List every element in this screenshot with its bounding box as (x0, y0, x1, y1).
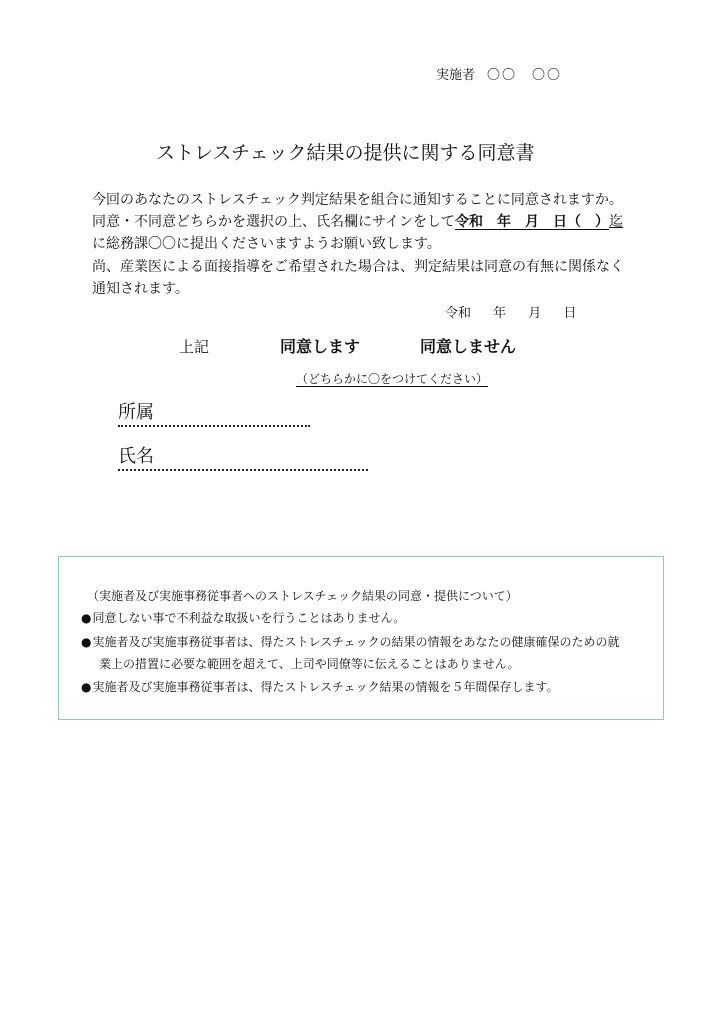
bullet-icon: ● (81, 680, 92, 694)
notice-item-3 (81, 678, 559, 695)
body-line-3: に総務課〇〇に提出くださいますようお願い致します。 (92, 236, 441, 252)
bullet-icon: ● (81, 635, 92, 649)
name-field[interactable] (118, 442, 368, 471)
name-label: 氏名 (118, 442, 368, 471)
body-line-5: 通知されます。 (92, 281, 189, 297)
body-line-1: 今回のあなたのストレスチェック判定結果を組合に通知することに同意されますか。 (92, 192, 623, 208)
body-line-2 (92, 212, 623, 232)
notice-item-2 (81, 633, 620, 650)
above-label: 上記 (179, 338, 210, 356)
implementer-line (436, 64, 562, 83)
affiliation-field[interactable] (118, 398, 310, 427)
body-line-2-text: 同意・不同意どちらかを選択の上、氏名欄にサインをして (92, 214, 456, 230)
document-title: ストレスチェック結果の提供に関する同意書 (156, 142, 535, 164)
signature-date: 令和 年 月 日 (445, 306, 577, 321)
disagree-option[interactable]: 同意しません (420, 337, 517, 356)
implementer-label: 実施者 (436, 68, 476, 83)
notice-item-text: 実施者及び実施事務従事者は、得たストレスチェック結果の情報を５年間保存します。 (92, 680, 559, 694)
bullet-icon: ● (81, 611, 92, 625)
notice-item-text: 同意しない事で不利益な取扱いを行うことはありません。 (92, 611, 406, 625)
choice-instruction: （どちらかに〇をつけてください） (296, 372, 489, 386)
notice-heading: （実施者及び実施事務従事者へのストレスチェック結果の同意・提供について） (87, 589, 518, 603)
affiliation-label: 所属 (118, 398, 310, 427)
notice-box (58, 556, 664, 720)
notice-item-1 (81, 609, 405, 626)
notice-item-text: 実施者及び実施事務従事者は、得たストレスチェックの結果の情報をあなたの健康確保のための就 (92, 635, 620, 649)
implementer-names: 〇〇 〇〇 (487, 68, 563, 83)
notice-item-2-continued: 業上の措置に必要な範囲を超えて、上司や同僚等に伝えることはありません。 (99, 657, 520, 671)
deadline-suffix: 迄 (609, 214, 624, 230)
body-line-4: 尚、産業医による面接指導をご希望された場合は、判定結果は同意の有無に関係なく (92, 259, 624, 275)
submission-deadline: 令和 年 月 日（ ） (455, 214, 610, 230)
agree-option[interactable]: 同意します (280, 337, 361, 356)
